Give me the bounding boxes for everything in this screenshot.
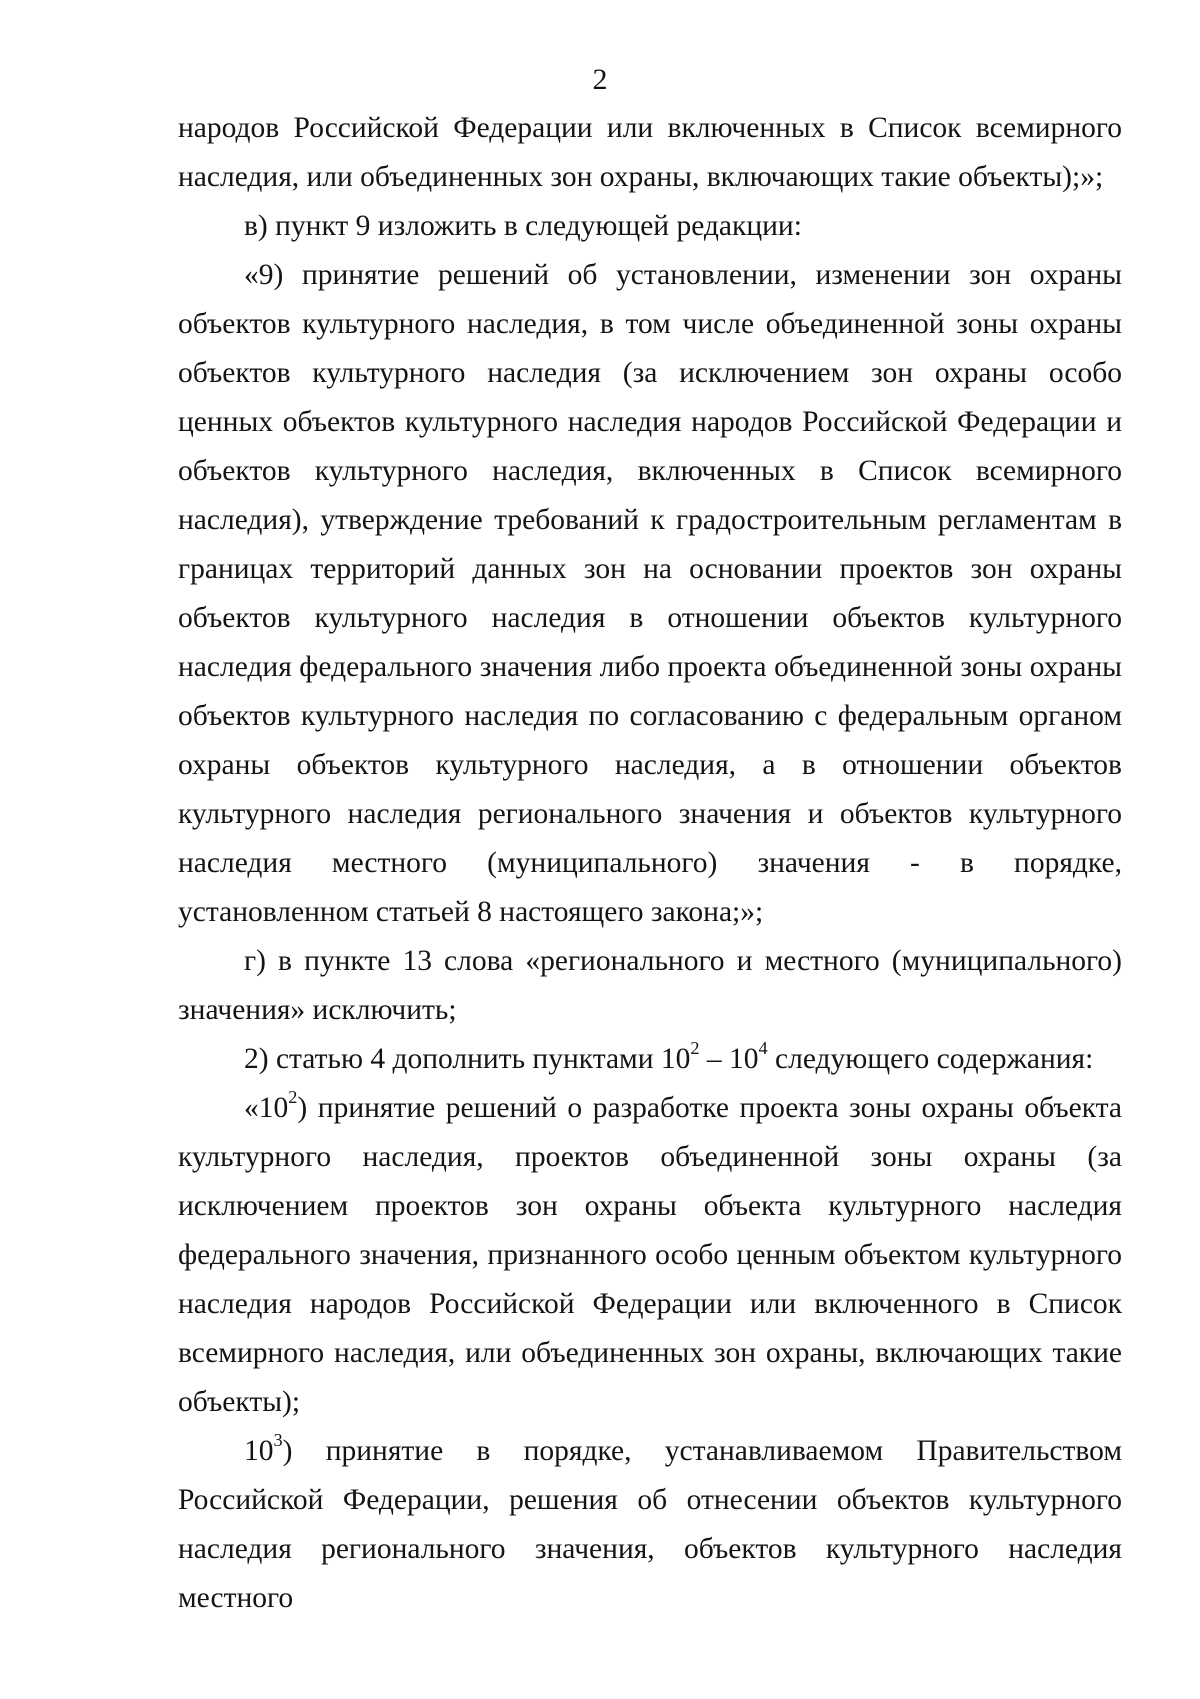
page-number: 2 xyxy=(592,63,608,96)
paragraph-text-part: ) принятие решений о разработке проекта зоны охраны объекта культурного наследия, проектов объединенной зоны охраны (за исключением проектов зон охраны объекта культурного наследия федерального значения, признанного особо ценным объектом культурного наследия народов Российской Федерации или включенного в Список всемирного наследия, или объединенных зон охраны, включающих такие объекты); xyxy=(178,1092,1122,1418)
paragraph-point-9: «9) принятие решений об установлении, изменении зон охраны объектов культурного наследия, в том числе объединенной зоны охраны объектов культурного наследия (за исключением зон охраны особо ценных объектов культурного наследия народов Российской Федерации и объектов культурного наследия, включенных в Список всемирного наследия), утверждение требований к градостроительным регламентам в границах территорий данных зон на основании проектов зон охраны объектов культурного наследия в отношении объектов культурного наследия федерального значения либо проекта объединенной зоны охраны объектов культурного наследия по согласованию с федеральным органом охраны объектов культурного наследия, а в отношении объектов культурного наследия регионального значения и объектов культурного наследия местного (муниципального) значения - в порядке, установленном статьей 8 настоящего закона;»; xyxy=(178,259,1122,928)
document-body xyxy=(178,104,1122,1623)
paragraph-text-part: следующего содержания: xyxy=(767,1043,1094,1075)
superscript: 2 xyxy=(288,1087,298,1108)
paragraph-item-v: в) пункт 9 изложить в следующей редакции: xyxy=(244,210,802,242)
superscript: 2 xyxy=(690,1038,700,1059)
paragraph-item-g: г) в пункте 13 слова «регионального и местного (муниципального) значения» исключить; xyxy=(178,945,1122,1026)
paragraph-continuation: народов Российской Федерации или включенных в Список всемирного наследия, или объединенных зон охраны, включающих такие объекты);»; xyxy=(178,112,1122,193)
paragraph-text-part: «10 xyxy=(244,1092,289,1124)
paragraph-text-part: ) принятие в порядке, устанавливаемом Правительством Российской Федерации, решения об отнесении объектов культурного наследия регионального значения, объектов культурного наследия местного xyxy=(178,1435,1122,1614)
paragraph-text-part: – 10 xyxy=(699,1043,759,1075)
paragraph-text-part: 10 xyxy=(244,1435,274,1467)
paragraph-text-part: 2) статью 4 дополнить пунктами 10 xyxy=(244,1043,691,1075)
paragraph-point-10-3 xyxy=(178,1427,1122,1623)
superscript: 4 xyxy=(758,1038,768,1059)
paragraph-point-10-2 xyxy=(178,1084,1122,1427)
paragraph-article-4-amendment xyxy=(178,1035,1122,1084)
superscript: 3 xyxy=(273,1430,283,1451)
